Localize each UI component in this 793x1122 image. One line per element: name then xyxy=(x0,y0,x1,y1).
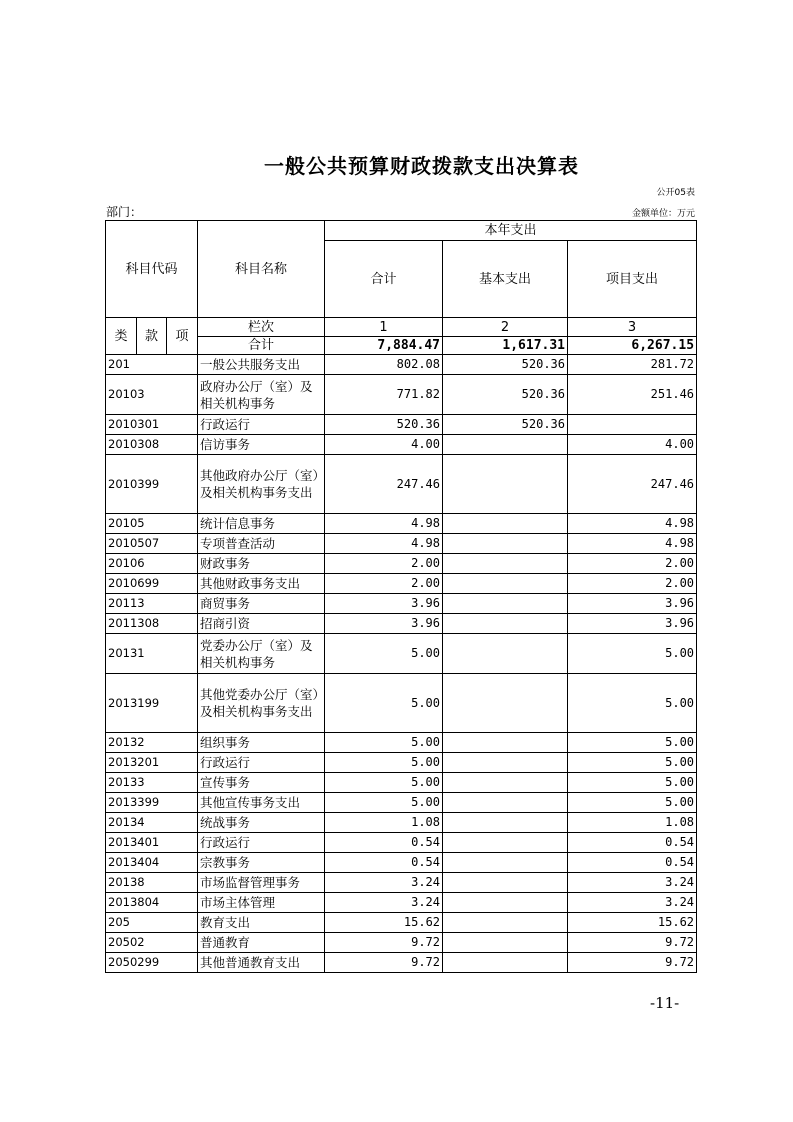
total-cell: 4.98 xyxy=(325,514,443,534)
table-row xyxy=(106,793,697,813)
table-row xyxy=(106,913,697,933)
basic-cell xyxy=(443,853,568,873)
basic-cell xyxy=(443,773,568,793)
subject-code-cell: 20106 xyxy=(106,554,198,574)
subject-name-cell: 行政运行 xyxy=(198,415,325,435)
subject-name-cell: 其他财政事务支出 xyxy=(198,574,325,594)
header-project: 项目支出 xyxy=(568,241,697,318)
subject-name-cell: 宣传事务 xyxy=(198,773,325,793)
subject-code-cell: 2013404 xyxy=(106,853,198,873)
total-cell: 1.08 xyxy=(325,813,443,833)
table-row xyxy=(106,514,697,534)
subject-code-cell: 2013401 xyxy=(106,833,198,853)
project-cell: 5.00 xyxy=(568,793,697,813)
project-cell: 2.00 xyxy=(568,554,697,574)
basic-cell xyxy=(443,753,568,773)
subject-name-cell: 宗教事务 xyxy=(198,853,325,873)
project-cell: 2.00 xyxy=(568,574,697,594)
basic-cell: 520.36 xyxy=(443,415,568,435)
basic-cell xyxy=(443,793,568,813)
table-row xyxy=(106,594,697,614)
subject-name-cell: 行政运行 xyxy=(198,753,325,773)
form-number: 公开05表 xyxy=(656,188,695,198)
project-cell: 4.98 xyxy=(568,514,697,534)
project-cell: 5.00 xyxy=(568,674,697,733)
project-cell: 9.72 xyxy=(568,953,697,973)
total-row-label: 合计 xyxy=(198,337,325,355)
subject-name-cell: 普通教育 xyxy=(198,933,325,953)
basic-cell xyxy=(443,674,568,733)
total-cell: 3.96 xyxy=(325,594,443,614)
project-cell: 15.62 xyxy=(568,913,697,933)
table-row xyxy=(106,753,697,773)
subject-name-cell: 教育支出 xyxy=(198,913,325,933)
total-cell: 5.00 xyxy=(325,773,443,793)
project-cell: 5.00 xyxy=(568,773,697,793)
subject-name-cell: 信访事务 xyxy=(198,435,325,455)
total-cell: 802.08 xyxy=(325,355,443,375)
table-row xyxy=(106,375,697,415)
project-cell: 3.24 xyxy=(568,893,697,913)
table-row xyxy=(106,953,697,973)
total-cell: 5.00 xyxy=(325,793,443,813)
header-col1: 1 xyxy=(325,318,443,337)
basic-cell xyxy=(443,833,568,853)
subject-name-cell: 统计信息事务 xyxy=(198,514,325,534)
basic-cell xyxy=(443,953,568,973)
basic-cell xyxy=(443,813,568,833)
subject-code-cell: 20134 xyxy=(106,813,198,833)
basic-cell xyxy=(443,634,568,674)
total-cell: 9.72 xyxy=(325,953,443,973)
basic-cell xyxy=(443,514,568,534)
subject-code-cell: 2013201 xyxy=(106,753,198,773)
subject-code-cell: 2013804 xyxy=(106,893,198,913)
table-row xyxy=(106,674,697,733)
table-row xyxy=(106,833,697,853)
project-cell: 281.72 xyxy=(568,355,697,375)
header-lei: 类 xyxy=(106,318,137,355)
total-cell: 15.62 xyxy=(325,913,443,933)
subject-code-cell: 2010308 xyxy=(106,435,198,455)
subject-code-cell: 2050299 xyxy=(106,953,198,973)
total-cell: 3.96 xyxy=(325,614,443,634)
subject-code-cell: 20138 xyxy=(106,873,198,893)
table-row xyxy=(106,554,697,574)
total-cell: 3.24 xyxy=(325,873,443,893)
department-label: 部门： xyxy=(106,205,143,219)
basic-cell xyxy=(443,574,568,594)
subject-name-cell: 招商引资 xyxy=(198,614,325,634)
total-cell: 0.54 xyxy=(325,853,443,873)
subject-name-cell: 商贸事务 xyxy=(198,594,325,614)
total-cell: 5.00 xyxy=(325,753,443,773)
project-cell: 5.00 xyxy=(568,634,697,674)
project-cell: 9.72 xyxy=(568,933,697,953)
basic-cell xyxy=(443,534,568,554)
subject-code-cell: 2013199 xyxy=(106,674,198,733)
header-total: 合计 xyxy=(325,241,443,318)
page-title: 一般公共预算财政拨款支出决算表 xyxy=(264,154,579,178)
subject-code-cell: 205 xyxy=(106,913,198,933)
subject-code-cell: 20502 xyxy=(106,933,198,953)
subject-code-cell: 20113 xyxy=(106,594,198,614)
page-number: -11- xyxy=(650,994,680,1012)
total-cell: 520.36 xyxy=(325,415,443,435)
basic-cell: 520.36 xyxy=(443,355,568,375)
total-cell: 0.54 xyxy=(325,833,443,853)
project-cell: 4.98 xyxy=(568,534,697,554)
header-year-expense: 本年支出 xyxy=(325,221,697,241)
header-column-label: 栏次 xyxy=(198,318,325,337)
project-cell: 5.00 xyxy=(568,733,697,753)
header-kuan: 款 xyxy=(137,318,167,355)
table-row xyxy=(106,853,697,873)
basic-cell: 520.36 xyxy=(443,375,568,415)
subject-name-cell: 行政运行 xyxy=(198,833,325,853)
subject-code-cell: 20132 xyxy=(106,733,198,753)
table-row xyxy=(106,614,697,634)
total-cell: 4.98 xyxy=(325,534,443,554)
table-row xyxy=(106,893,697,913)
subject-name-cell: 市场监督管理事务 xyxy=(198,873,325,893)
table-row xyxy=(106,634,697,674)
subject-name-cell: 统战事务 xyxy=(198,813,325,833)
expense-table xyxy=(105,220,697,973)
subject-code-cell: 2013399 xyxy=(106,793,198,813)
header-col3: 3 xyxy=(568,318,697,337)
subject-name-cell: 政府办公厅（室）及相关机构事务 xyxy=(198,375,325,415)
project-cell: 3.96 xyxy=(568,614,697,634)
subject-name-cell: 专项普查活动 xyxy=(198,534,325,554)
project-cell: 4.00 xyxy=(568,435,697,455)
basic-cell xyxy=(443,554,568,574)
subject-name-cell: 组织事务 xyxy=(198,733,325,753)
table-row xyxy=(106,813,697,833)
project-cell: 251.46 xyxy=(568,375,697,415)
project-cell: 1.08 xyxy=(568,813,697,833)
amount-unit-label: 金额单位：万元 xyxy=(631,209,695,219)
total-cell: 247.46 xyxy=(325,455,443,514)
basic-cell xyxy=(443,594,568,614)
project-cell: 3.24 xyxy=(568,873,697,893)
table-row xyxy=(106,355,697,375)
project-cell: 247.46 xyxy=(568,455,697,514)
table-row xyxy=(106,933,697,953)
total-cell: 3.24 xyxy=(325,893,443,913)
subject-code-cell: 2011308 xyxy=(106,614,198,634)
basic-cell xyxy=(443,614,568,634)
basic-cell xyxy=(443,893,568,913)
subject-code-cell: 2010507 xyxy=(106,534,198,554)
header-subject-name: 科目名称 xyxy=(198,221,325,318)
subject-code-cell: 20103 xyxy=(106,375,198,415)
subject-name-cell: 市场主体管理 xyxy=(198,893,325,913)
table-row xyxy=(106,574,697,594)
subject-name-cell: 其他宣传事务支出 xyxy=(198,793,325,813)
table-row xyxy=(106,415,697,435)
project-cell: 3.96 xyxy=(568,594,697,614)
subject-name-cell: 党委办公厅（室）及相关机构事务 xyxy=(198,634,325,674)
basic-cell xyxy=(443,733,568,753)
total-cell: 5.00 xyxy=(325,674,443,733)
total-cell: 9.72 xyxy=(325,933,443,953)
basic-cell xyxy=(443,873,568,893)
total-cell: 5.00 xyxy=(325,634,443,674)
total-row-project: 6,267.15 xyxy=(568,337,697,355)
subject-code-cell: 2010699 xyxy=(106,574,198,594)
table-row xyxy=(106,534,697,554)
basic-cell xyxy=(443,913,568,933)
table-row xyxy=(106,455,697,514)
total-cell: 2.00 xyxy=(325,574,443,594)
total-cell: 5.00 xyxy=(325,733,443,753)
table-body xyxy=(106,355,697,973)
subject-name-cell: 一般公共服务支出 xyxy=(198,355,325,375)
basic-cell xyxy=(443,455,568,514)
basic-cell xyxy=(443,435,568,455)
header-xiang: 项 xyxy=(167,318,198,355)
project-cell: 5.00 xyxy=(568,753,697,773)
project-cell xyxy=(568,415,697,435)
table-row xyxy=(106,873,697,893)
subject-code-cell: 20105 xyxy=(106,514,198,534)
header-col2: 2 xyxy=(443,318,568,337)
basic-cell xyxy=(443,933,568,953)
subject-code-cell: 2010301 xyxy=(106,415,198,435)
total-cell: 4.00 xyxy=(325,435,443,455)
table-row xyxy=(106,435,697,455)
total-row-total: 7,884.47 xyxy=(325,337,443,355)
header-subject-code: 科目代码 xyxy=(106,221,198,318)
subject-code-cell: 20131 xyxy=(106,634,198,674)
header-basic: 基本支出 xyxy=(443,241,568,318)
total-cell: 2.00 xyxy=(325,554,443,574)
subject-name-cell: 其他普通教育支出 xyxy=(198,953,325,973)
subject-name-cell: 其他政府办公厅（室）及相关机构事务支出 xyxy=(198,455,325,514)
subject-name-cell: 财政事务 xyxy=(198,554,325,574)
total-cell: 771.82 xyxy=(325,375,443,415)
subject-code-cell: 2010399 xyxy=(106,455,198,514)
project-cell: 0.54 xyxy=(568,853,697,873)
table-row xyxy=(106,733,697,753)
subject-code-cell: 201 xyxy=(106,355,198,375)
subject-name-cell: 其他党委办公厅（室）及相关机构事务支出 xyxy=(198,674,325,733)
table-row xyxy=(106,773,697,793)
project-cell: 0.54 xyxy=(568,833,697,853)
total-row-basic: 1,617.31 xyxy=(443,337,568,355)
subject-code-cell: 20133 xyxy=(106,773,198,793)
